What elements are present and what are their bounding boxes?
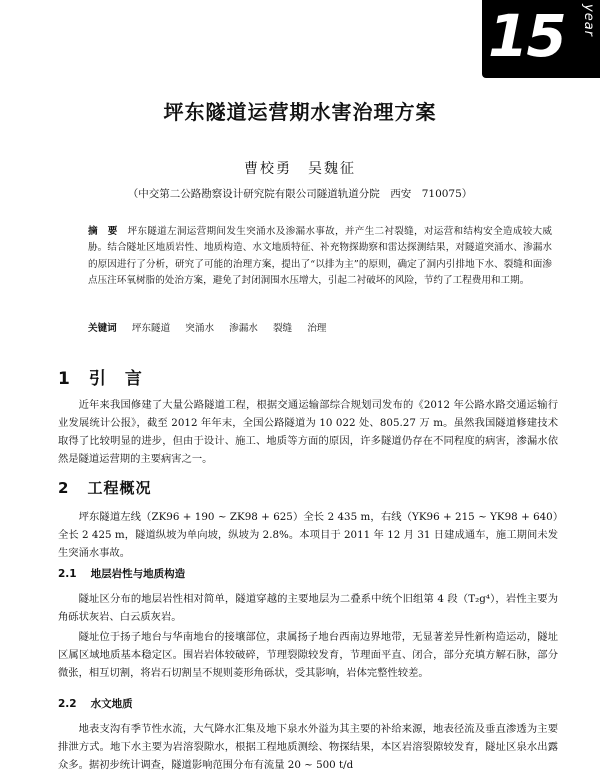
keyword: 坪东隧道 bbox=[131, 323, 171, 334]
subsection-heading-geology bbox=[58, 566, 185, 581]
badge-suffix: year bbox=[581, 4, 596, 38]
section-number: 1 bbox=[58, 369, 71, 389]
hydrogeology-paragraph: 地表支沟有季节性水流，大气降水汇集及地下泉水外溢为其主要的补给来源，地表径流及垂直渗透为主要排泄方式。地下水主要为岩溶裂隙水，根据工程地质测绘、物探结果，本区岩溶裂隙较发育，隧址区泉水出露众多。据初步统计调查，隧道影响范围分布有流量 20 ~ 500 t/d bbox=[58, 723, 558, 771]
geology-paragraph-2: 隧址位于扬子地台与华南地台的接壤部位，隶属扬子地台西南边界地带，无显著差异性新构造运动，隧址区属区域地质基本稳定区。围岩岩体较破碎，节理裂隙较发育，节理面平直、闭合，部分充填方解石脉，部分微张，相互切割，将岩石切割呈不规则菱形角砾状，受其影响，岩体完整性较差。 bbox=[58, 631, 558, 679]
introduction-paragraph: 近年来我国修建了大量公路隧道工程，根据交通运输部综合规划司发布的《2012 年公路水路交通运输行业发展统计公报》，截至 2012 年年末，全国公路隧道为 10 022 处、805.27 万 m。虽然我国隧道修建技术取得了比较明显的进步，但由于设计、施工、地质等方面的原因，许多隧道仍存在不同程度的病害，渗漏水依然是隧道运营期的主要病害之一。 bbox=[58, 399, 558, 465]
affiliation: （中交第二公路勘察设计研究院有限公司隧道轨道分院 西安 710075） bbox=[127, 188, 473, 200]
page-number-badge bbox=[482, 0, 600, 78]
geology-paragraph-1: 隧址区分布的地层岩性相对简单，隧道穿越的主要地层为二叠系中统个旧组第 4 段（T₂g⁴），岩性主要为角砾状灰岩、白云质灰岩。 bbox=[58, 593, 558, 623]
keyword: 渗漏水 bbox=[229, 323, 258, 334]
page-number: 15 bbox=[488, 2, 565, 70]
section-title: 引 言 bbox=[88, 369, 143, 389]
subsection-number: 2.2 bbox=[58, 698, 77, 710]
paper-title: 坪东隧道运营期水害治理方案 bbox=[163, 100, 437, 124]
keyword: 治理 bbox=[307, 323, 327, 334]
keywords-label: 关键词 bbox=[88, 323, 117, 334]
subsection-title: 水文地质 bbox=[90, 698, 133, 710]
subsection-title: 地层岩性与地质构造 bbox=[90, 568, 186, 580]
section-heading-introduction bbox=[58, 364, 143, 389]
section-heading-project-overview bbox=[58, 477, 151, 498]
project-overview-paragraph: 坪东隧道左线（ZK96 + 190 ~ ZK98 + 625）全长 2 435 m，右线（YK96 + 215 ~ YK98 + 640）全长 2 425 m，隧道纵坡为单向坡，纵坡为 2.8%。本项目于 2011 年 12 月 31 日建成通车，施工期间未发生突涌水事故。 bbox=[58, 511, 558, 559]
section-title: 工程概况 bbox=[87, 479, 152, 497]
keywords bbox=[88, 320, 552, 334]
abstract bbox=[88, 224, 552, 290]
abstract-text: 坪东隧道左洞运营期间发生突涌水及渗漏水事故，并产生二衬裂缝，对运营和结构安全造成较大威胁。结合隧址区地质岩性、地质构造、水文地质特征、补充物探勘察和雷达探测结果，对隧道突涌水、渗漏水的原因进行了分析，研究了可能的治理方案，提出了“以排为主”的原则，确定了洞内引排地下水、裂缝和面渗点压注环氧树脂的处治方案，避免了封闭洞围水压增大，引起二衬破坏的风险，节约了工程费用和工期。 bbox=[88, 226, 553, 287]
subsection-heading-hydrogeology bbox=[58, 696, 133, 711]
authors: 曹校勇 吴魏征 bbox=[244, 161, 356, 177]
keyword: 裂缝 bbox=[272, 323, 293, 334]
abstract-label: 摘 要 bbox=[88, 226, 118, 237]
keyword: 突涌水 bbox=[185, 323, 215, 334]
subsection-number: 2.1 bbox=[58, 568, 77, 580]
section-number: 2 bbox=[58, 479, 70, 497]
